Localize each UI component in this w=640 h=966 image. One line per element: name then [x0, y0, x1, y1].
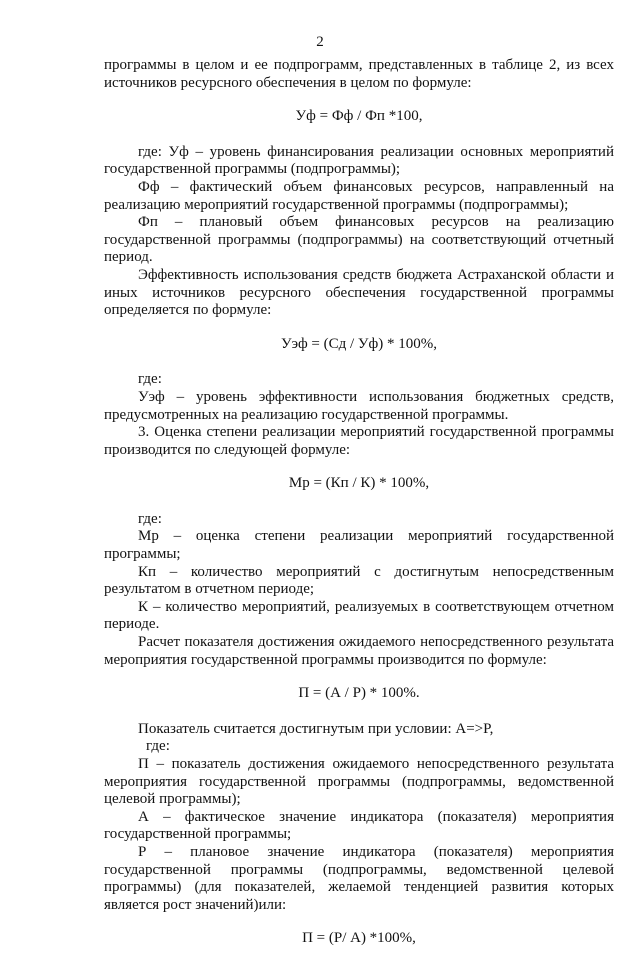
paragraph: Расчет показателя достижения ожидаемого непосредственного результата мероприятия государственной программы производится по формуле: — [104, 634, 614, 668]
paragraph: Кп – количество мероприятий с достигнутым непосредственным результатом в отчетном периоде; — [104, 563, 614, 598]
paragraph: А – фактическое значение индикатора (показателя) мероприятия государственной программы; — [104, 808, 614, 843]
formula-indicator-achievement: П = (А / Р) * 100%. — [298, 685, 420, 702]
paragraph: где: — [138, 371, 162, 388]
paragraph: Эффективность использования средств бюджета Астраханской области и иных источников ресурсного обеспечения государственной программы определяется по формуле: — [104, 266, 614, 319]
document-body — [104, 57, 614, 966]
paragraph: Р – плановое значение индикатора (показателя) мероприятия государственной программы (подпрограммы, ведомственной целевой программы) (для показателей, желаемой тенденцией развития которых является рост значений)или: — [104, 843, 614, 913]
paragraph: К – количество мероприятий, реализуемых в соответствующем отчетном периоде. — [104, 598, 614, 633]
paragraph: программы в целом и ее подпрограмм, представленных в таблице 2, из всех источников ресурсного обеспечения в целом по формуле: — [104, 57, 614, 91]
paragraph: где: — [138, 510, 162, 527]
paragraph: П – показатель достижения ожидаемого непосредственного результата мероприятия государственной программы (подпрограммы, ведомственной целевой программы); — [104, 756, 614, 808]
paragraph: Уэф – уровень эффективности использования бюджетных средств, предусмотренных на реализацию государственной программы. — [104, 388, 614, 423]
paragraph: Показатель считается достигнутым при условии: А=>Р, — [138, 720, 494, 737]
page-number: 2 — [316, 34, 324, 50]
paragraph: Фф – фактический объем финансовых ресурсов, направленный на реализацию мероприятий государственной программы (подпрограммы); — [104, 178, 614, 213]
paragraph: Мр – оценка степени реализации мероприятий государственной программы; — [104, 528, 614, 563]
formula-efficiency-level: Уэф = (Сд / Уф) * 100%, — [280, 335, 438, 352]
paragraph: Фп – плановый объем финансовых ресурсов на реализацию государственной программы (подпрограммы) на соответствующий отчетный период. — [104, 214, 614, 266]
formula-financing-level: Уф = Фф / Фп *100, — [295, 108, 423, 125]
formula-implementation-degree: Мр = (Кп / К) * 100%, — [288, 475, 430, 492]
paragraph: 3. Оценка степени реализации мероприятий государственной программы производится по следующей формуле: — [104, 424, 614, 458]
paragraph: где: Уф – уровень финансирования реализации основных мероприятий государственной программы (подпрограммы); — [104, 143, 614, 178]
formula-indicator-achievement-inverse: П = (Р/ А) *100%, — [302, 930, 416, 947]
paragraph: где: — [146, 738, 170, 755]
